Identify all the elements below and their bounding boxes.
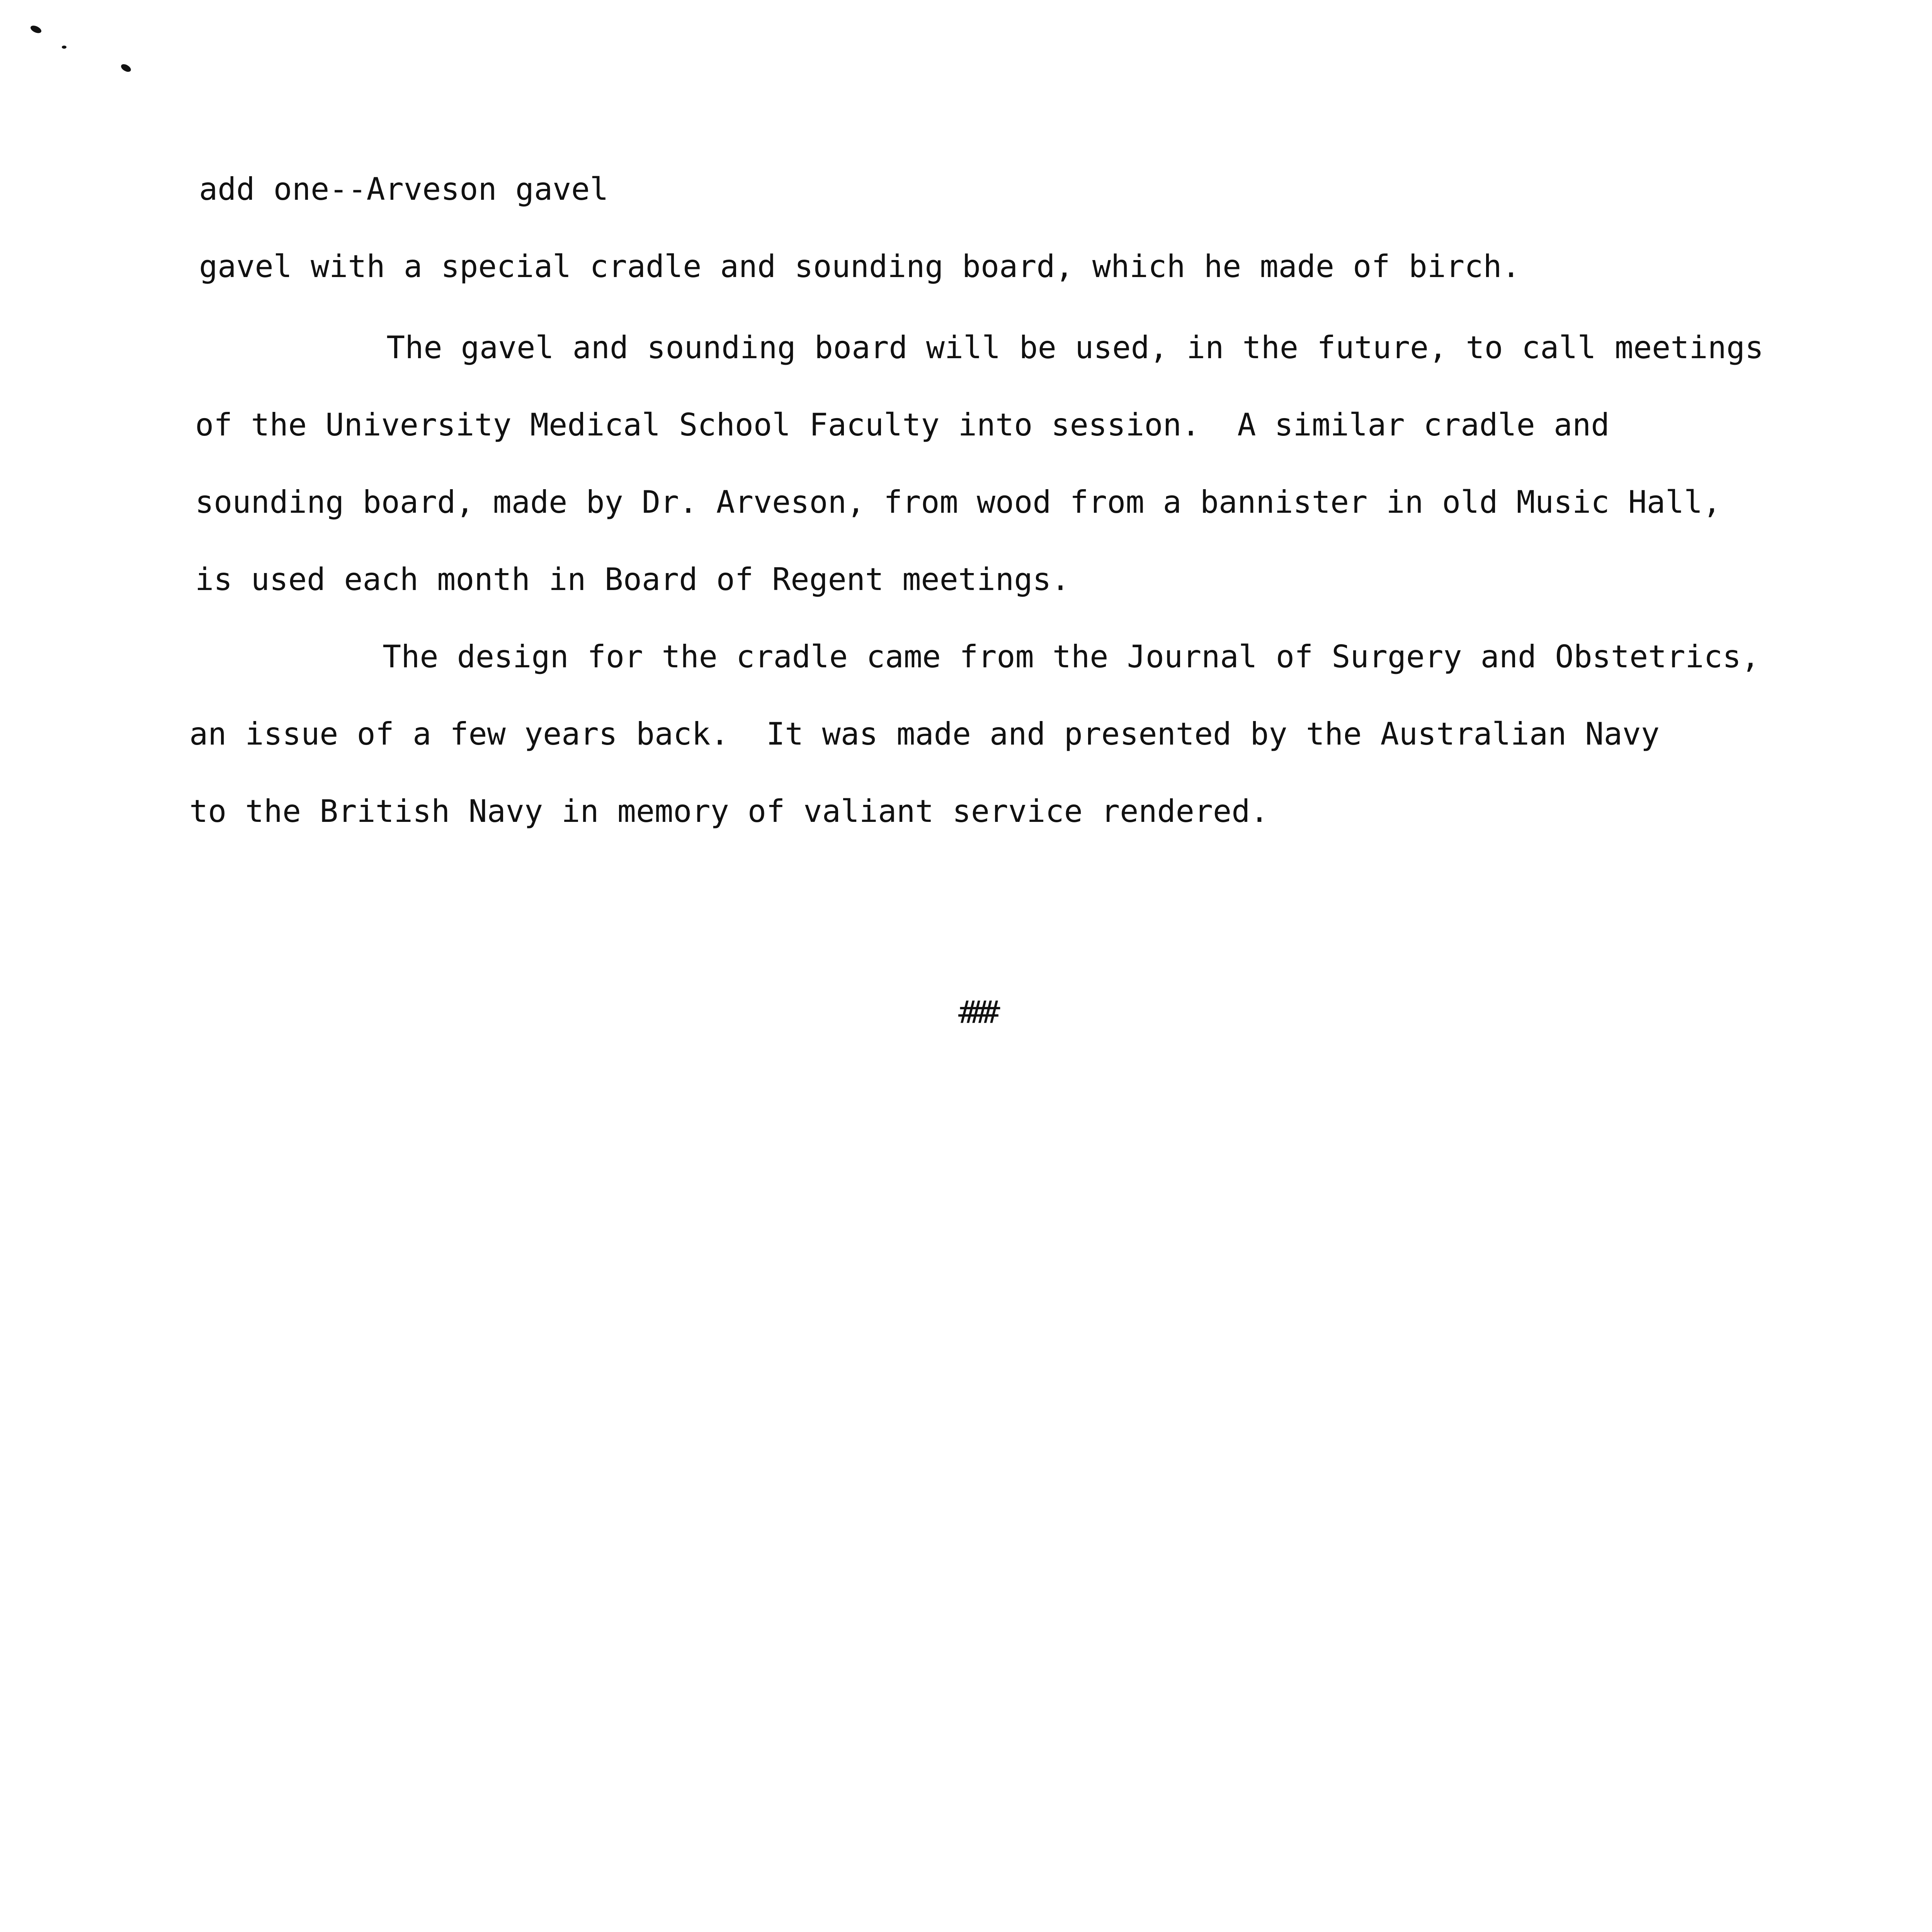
paragraph-2-line-3: sounding board, made by Dr. Arveson, from wood from a bannister in old Music Hall, (195, 484, 1721, 520)
paragraph-3-line-1: The design for the cradle came from the Journal of Surgery and Obstetrics, (383, 639, 1760, 675)
paragraph-2-line-2: of the University Medical School Faculty into session. A similar cradle and (195, 407, 1610, 443)
scan-speck (29, 24, 43, 34)
paragraph-3-line-2: an issue of a few years back. It was made and presented by the Australian Navy (189, 716, 1660, 752)
end-mark: ### (958, 994, 993, 1030)
paragraph-2-line-1: The gavel and sounding board will be used, in the future, to call meetings (386, 330, 1764, 366)
paragraph-1-line-1: gavel with a special cradle and sounding board, which he made of birch. (199, 248, 1520, 284)
paragraph-3-line-3: to the British Navy in memory of valiant service rendered. (189, 793, 1269, 829)
paragraph-2-line-4: is used each month in Board of Regent meetings. (195, 561, 1070, 597)
header-line: add one--Arveson gavel (199, 171, 609, 207)
scan-speck (62, 46, 66, 49)
scan-speck (120, 63, 132, 73)
